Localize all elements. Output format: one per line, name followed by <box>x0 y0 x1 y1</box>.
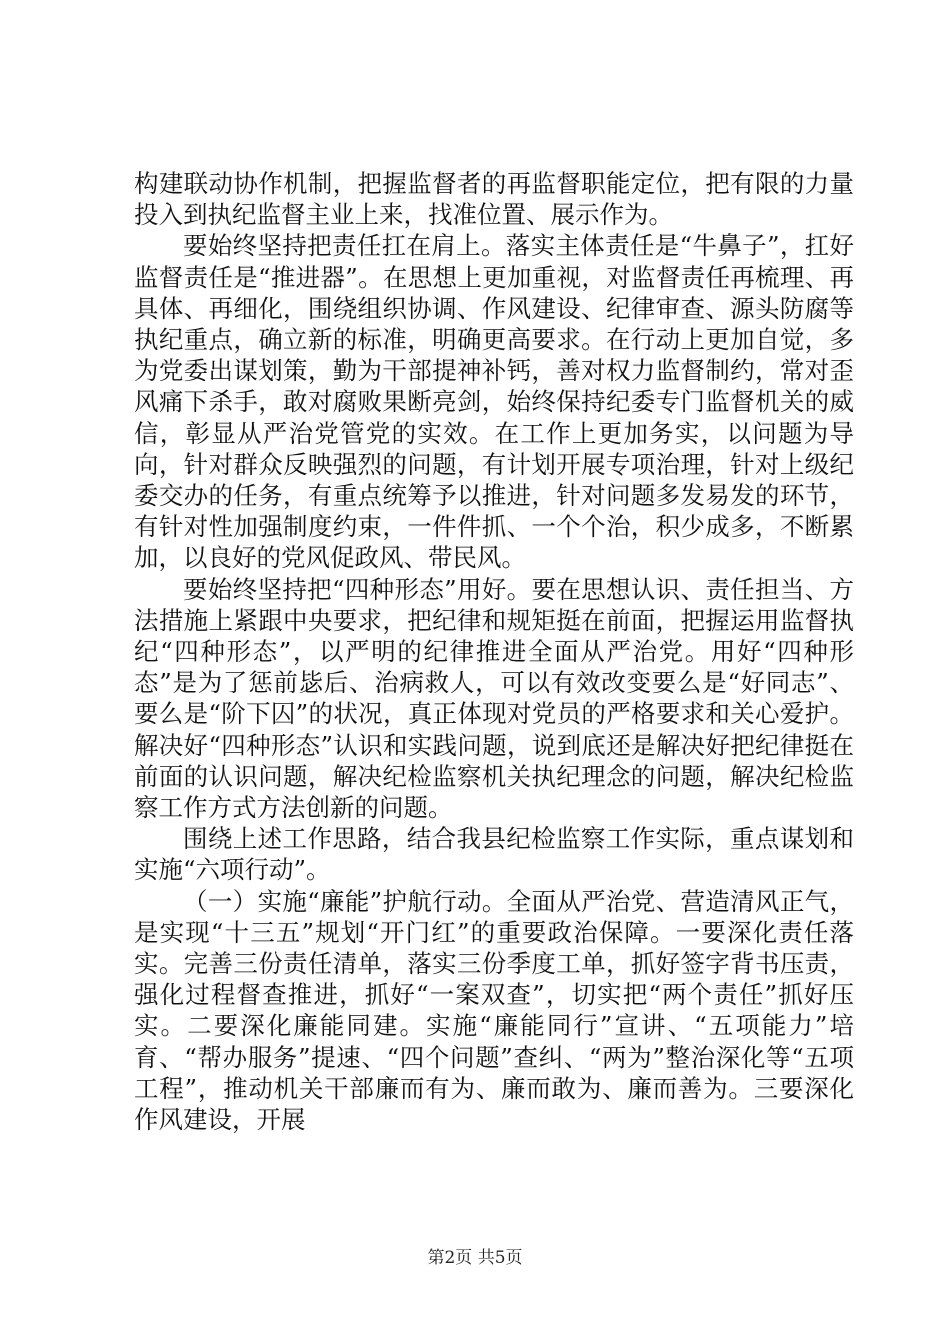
paragraph-four-forms: 要始终坚持把“四种形态”用好。要在思想认识、责任担当、方法措施上紧跟中央要求，把纪律和规矩挺在前面，把握运用监督执纪“四种形态”，以严明的纪律推进全面从严治党。用好“四种形态”是为了惩前毖后、治病救人，可以有效改变要么是“好同志”、要么是“阶下囚”的状况，真正体现对党员的严格要求和关心爱护。解决好“四种形态”认识和实践问题，说到底还是解决好把纪律挺在前面的认识问题，解决纪检监察机关执纪理念的问题，解决纪检监察工作方式方法创新的问题。 <box>134 574 854 823</box>
paragraph-six-actions: 围绕上述工作思路，结合我县纪检监察工作实际，重点谋划和实施“六项行动”。 <box>134 824 854 885</box>
paragraph-continuation: 构建联动协作机制，把握监督者的再监督职能定位，把有限的力量投入到执纪监督主业上来，找准位置、展示作为。 <box>134 169 854 230</box>
document-body <box>134 168 854 1135</box>
page-number-footer: 第2页 共5页 <box>427 1248 523 1268</box>
paragraph-action-one: （一）实施“廉能”护航行动。全面从严治党、营造清风正气，是实现“十三五”规划“开门红”的重要政治保障。一要深化责任落实。完善三份责任清单，落实三份季度工单，抓好签字背书压责，强化过程督查推进，抓好“一案双查”，切实把“两个责任”抓好压实。二要深化廉能同建。实施“廉能同行”宣讲、“五项能力”培育、“帮办服务”提速、“四个问题”查纠、“两为”整治深化等“五项工程”，推动机关干部廉而有为、廉而敢为、廉而善为。三要深化作风建设，开展 <box>134 886 854 1135</box>
paragraph-responsibility: 要始终坚持把责任扛在肩上。落实主体责任是“牛鼻子”，扛好监督责任是“推进器”。在思想上更加重视，对监督责任再梳理、再具体、再细化，围绕组织协调、作风建设、纪律审查、源头防腐等执纪重点，确立新的标准，明确更高要求。在行动上更加自觉，多为党委出谋划策，勤为干部提神补钙，善对权力监督制约，常对歪风痛下杀手，敢对腐败果断亮剑，始终保持纪委专门监督机关的威信，彰显从严治党管党的实效。在工作上更加务实，以问题为导向，针对群众反映强烈的问题，有计划开展专项治理，针对上级纪委交办的任务，有重点统筹予以推进，针对问题多发易发的环节，有针对性加强制度约束，一件件抓、一个个治，积少成多，不断累加，以良好的党风促政风、带民风。 <box>134 231 854 573</box>
